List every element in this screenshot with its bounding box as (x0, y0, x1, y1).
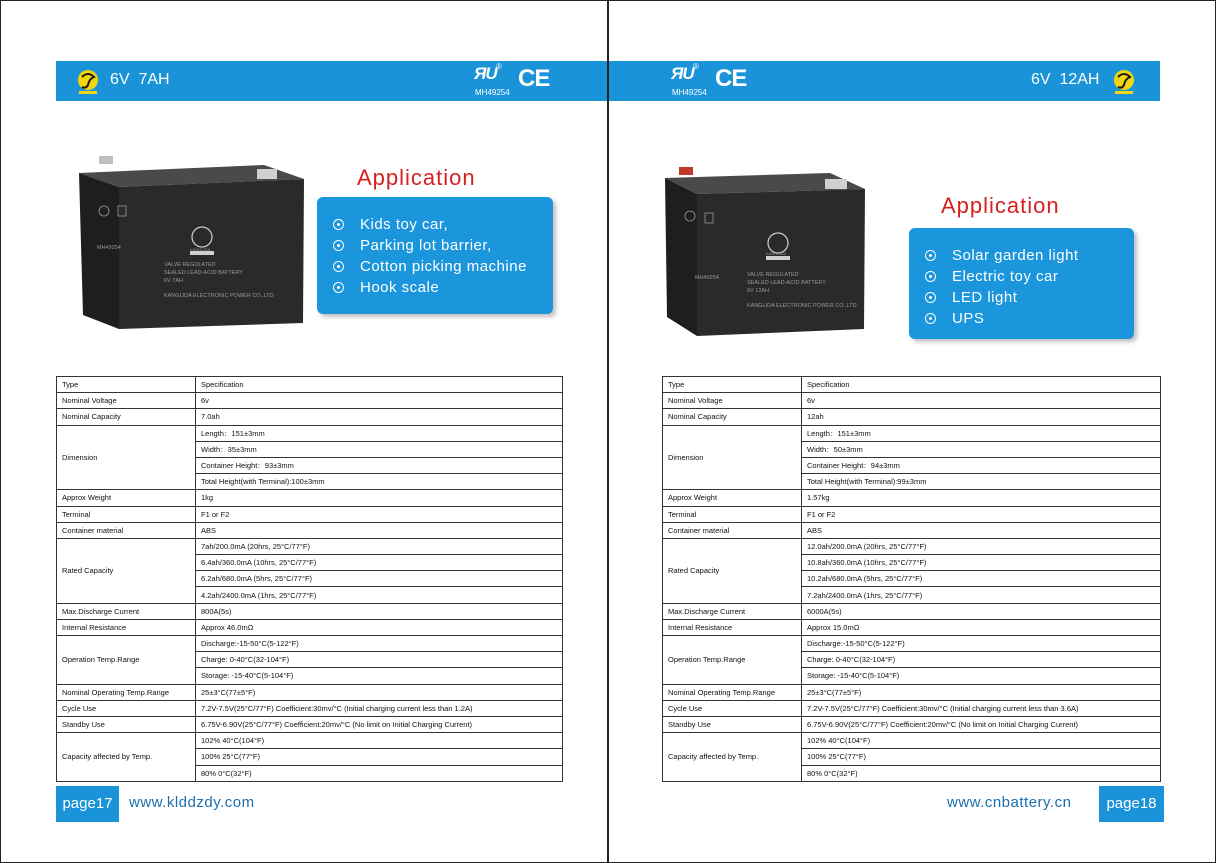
row-value: Storage: -15-40°C(5-104°F) (196, 668, 563, 684)
table-row (663, 619, 1161, 635)
row-value: Total Height(with Terminal):100±3mm (196, 474, 563, 490)
battery-image (79, 151, 307, 331)
header-band (609, 61, 1160, 101)
table-row (57, 490, 563, 506)
row-value: 7.2V-7.5V(25°C/77°F) Coefficient:30mv/°C (Initial charging current less than 3.6A) (802, 700, 1161, 716)
table-row (663, 506, 1161, 522)
row-label: Max.Discharge Current (663, 603, 802, 619)
ce-mark-icon: CE (715, 65, 747, 92)
kanglida-logo-icon (76, 69, 100, 95)
application-item-label: Electric toy car (952, 268, 1059, 285)
ul-mark-icon: ЯU (671, 64, 694, 83)
bullet-icon (333, 219, 344, 230)
row-value: 10.2ah/680.0mA (5hrs, 25°C/77°F) (802, 571, 1161, 587)
page-number: page17 (56, 786, 119, 822)
battery-logo-text: KANGLIDA (766, 251, 787, 256)
row-value: 100% 25°C(77°F) (802, 749, 1161, 765)
registered-mark: ® (496, 62, 502, 71)
row-value: Width：50±3mm (802, 441, 1161, 457)
table-row (57, 636, 563, 652)
website-link[interactable]: www.cnbattery.cn (947, 794, 1072, 811)
bullet-icon (925, 271, 936, 282)
row-value: 1.57kg (802, 490, 1161, 506)
row-value: 6.4ah/360.0mA (10hrs, 25°C/77°F) (196, 555, 563, 571)
table-row (57, 603, 563, 619)
row-label: Nominal Voltage (57, 393, 196, 409)
application-item-label: LED light (952, 289, 1018, 306)
row-label: Internal Resistance (57, 619, 196, 635)
table-row (663, 733, 1161, 749)
table-row (663, 522, 1161, 538)
row-value: Charge: 0-40°C(32-104°F) (196, 652, 563, 668)
table-header-cell: Type (57, 377, 196, 393)
ul-mark-icon: ЯU (474, 64, 497, 83)
ul-file-number: MH49254 (475, 88, 510, 97)
row-label: Internal Resistance (663, 619, 802, 635)
application-item-label: Solar garden light (952, 247, 1079, 264)
application-item-label: Cotton picking machine (360, 258, 527, 275)
bullet-icon (925, 250, 936, 261)
row-value: 6v (802, 393, 1161, 409)
application-item (925, 287, 1134, 308)
row-value: 6v (196, 393, 563, 409)
row-label: Max.Discharge Current (57, 603, 196, 619)
row-value: Charge: 0-40°C(32-104°F) (802, 652, 1161, 668)
row-value: Length：151±3mm (196, 425, 563, 441)
row-value: 1kg (196, 490, 563, 506)
row-value: 7.2V-7.5V(25°C/77°F) Coefficient:30mv/°C (Initial charging current less than 1.2A) (196, 700, 563, 716)
battery-ul-label: MH49254 (695, 275, 719, 281)
battery-label-line3: 6V 7AH (164, 278, 183, 284)
row-label: Standby Use (663, 716, 802, 732)
row-value: Container Height：94±3mm (802, 457, 1161, 473)
application-box (909, 228, 1134, 339)
table-row (57, 393, 563, 409)
row-value: 80% 0°C(32°F) (802, 765, 1161, 781)
application-item (333, 235, 553, 256)
table-row (57, 733, 563, 749)
row-value: 10.8ah/360.0mA (10hrs, 25°C/77°F) (802, 555, 1161, 571)
website-link[interactable]: www.klddzdy.com (129, 794, 255, 811)
row-label: Rated Capacity (663, 538, 802, 603)
application-item (333, 214, 553, 235)
row-value: 7.0ah (196, 409, 563, 425)
table-row (663, 425, 1161, 441)
row-value: Discharge:-15-50°C(5-122°F) (196, 636, 563, 652)
row-value: Approx 46.0mΩ (196, 619, 563, 635)
battery-logo-text: KANGLIDA (190, 247, 211, 252)
table-row (57, 716, 563, 732)
application-item (925, 245, 1134, 266)
row-label: Standby Use (57, 716, 196, 732)
certification-marks (474, 64, 552, 100)
certification-marks (671, 64, 749, 100)
row-value: ABS (196, 522, 563, 538)
table-header-cell: Specification (196, 377, 563, 393)
row-value: 6.2ah/680.0mA (5hrs, 25°C/77°F) (196, 571, 563, 587)
row-label: Container material (57, 522, 196, 538)
battery-image (665, 161, 865, 341)
table-row (57, 409, 563, 425)
row-value: 100% 25°C(77°F) (196, 749, 563, 765)
row-label: Cycle Use (57, 700, 196, 716)
spec-table (662, 376, 1161, 782)
row-value: 25±3°C(77±5°F) (196, 684, 563, 700)
spec-table (56, 376, 563, 782)
row-value: F1 or F2 (802, 506, 1161, 522)
ce-mark-icon: CE (518, 65, 550, 92)
row-value: 25±3°C(77±5°F) (802, 684, 1161, 700)
table-header-row (663, 377, 1161, 393)
row-value: Length：151±3mm (802, 425, 1161, 441)
table-header-row (57, 377, 563, 393)
row-label: Nominal Operating Temp.Range (663, 684, 802, 700)
row-value: 7ah/200.0mA (20hrs, 25°C/77°F) (196, 538, 563, 554)
row-label: Capacity affected by Temp. (663, 733, 802, 782)
row-value: Storage: -15-40°C(5-104°F) (802, 668, 1161, 684)
table-row (663, 490, 1161, 506)
row-value: ABS (802, 522, 1161, 538)
row-label: Approx Weight (663, 490, 802, 506)
application-item-label: UPS (952, 310, 985, 327)
row-label: Operation Temp.Range (57, 636, 196, 685)
row-value: 80% 0°C(32°F) (196, 765, 563, 781)
row-label: Rated Capacity (57, 538, 196, 603)
bullet-icon (925, 313, 936, 324)
row-label: Operation Temp.Range (663, 636, 802, 685)
application-title: Application (357, 165, 476, 190)
battery-label-line3: 6V 12AH (747, 288, 770, 294)
page-number: page18 (1099, 786, 1164, 822)
catalog-page-right (608, 0, 1216, 863)
row-value: 102% 40°C(104°F) (196, 733, 563, 749)
table-row (57, 538, 563, 554)
table-row (663, 393, 1161, 409)
table-row (57, 684, 563, 700)
battery-label-line4: KANGLIDA ELECTRONIC POWER CO.,LTD (747, 303, 857, 309)
row-label: Nominal Operating Temp.Range (57, 684, 196, 700)
application-item (925, 266, 1134, 287)
row-value: 800A(5s) (196, 603, 563, 619)
row-value: 102% 40°C(104°F) (802, 733, 1161, 749)
row-label: Nominal Capacity (663, 409, 802, 425)
bullet-icon (333, 282, 344, 293)
row-value: 12ah (802, 409, 1161, 425)
table-row (663, 684, 1161, 700)
table-row (663, 603, 1161, 619)
row-value: 12.0ah/200.0mA (20hrs, 25°C/77°F) (802, 538, 1161, 554)
application-title: Application (941, 193, 1060, 218)
row-value: 4.2ah/2400.0mA (1hrs, 25°C/77°F) (196, 587, 563, 603)
row-label: Dimension (57, 425, 196, 490)
row-value: 6.75V-6.90V(25°C/77°F) Coefficient:20mv/°C (No limit on Initial Charging Current) (802, 716, 1161, 732)
battery-label-line2: SEALED LEAD-ACID BATTERY (164, 270, 243, 276)
table-row (663, 700, 1161, 716)
ul-file-number: MH49254 (672, 88, 707, 97)
row-label: Terminal (663, 506, 802, 522)
catalog-page-left (0, 0, 608, 863)
row-value: Width：35±3mm (196, 441, 563, 457)
battery-ul-label: MH49254 (97, 245, 121, 251)
row-value: Approx 15.0mΩ (802, 619, 1161, 635)
table-header-cell: Specification (802, 377, 1161, 393)
registered-mark: ® (693, 62, 699, 71)
row-value: 7.2ah/2400.0mA (1hrs, 25°C/77°F) (802, 587, 1161, 603)
row-value: Total Height(with Terminal):99±3mm (802, 474, 1161, 490)
application-item-label: Parking lot barrier, (360, 237, 492, 254)
row-value: Container Height：93±3mm (196, 457, 563, 473)
row-label: Nominal Voltage (663, 393, 802, 409)
row-label: Dimension (663, 425, 802, 490)
table-row (663, 538, 1161, 554)
row-label: Capacity affected by Temp. (57, 733, 196, 782)
table-row (663, 409, 1161, 425)
row-label: Approx Weight (57, 490, 196, 506)
row-value: Discharge:-15-50°C(5-122°F) (802, 636, 1161, 652)
row-label: Cycle Use (663, 700, 802, 716)
table-row (57, 700, 563, 716)
table-row (57, 425, 563, 441)
application-item (333, 256, 553, 277)
bullet-icon (925, 292, 936, 303)
row-value: 6.75V-6.90V(25°C/77°F) Coefficient:20mv/°C (No limit on Initial Charging Current) (196, 716, 563, 732)
table-row (663, 716, 1161, 732)
battery-label-line1: VALVE REGULATED (164, 262, 216, 268)
application-box (317, 197, 553, 314)
row-label: Terminal (57, 506, 196, 522)
table-row (663, 636, 1161, 652)
battery-label-line4: KANGLIDA ELECTRONIC POWER CO.,LTD (164, 293, 274, 299)
row-label: Container material (663, 522, 802, 538)
kanglida-logo-icon (1112, 69, 1136, 95)
application-item (333, 277, 553, 298)
bullet-icon (333, 261, 344, 272)
application-item-label: Hook scale (360, 279, 440, 296)
model-label: 6V 12AH (1031, 71, 1100, 88)
table-row (57, 619, 563, 635)
application-item-label: Kids toy car, (360, 216, 449, 233)
row-value: 6000A(5s) (802, 603, 1161, 619)
battery-label-line1: VALVE REGULATED (747, 272, 799, 278)
application-item (925, 308, 1134, 329)
model-label: 6V 7AH (110, 71, 170, 88)
header-band (56, 61, 607, 101)
battery-label-line2: SEALED LEAD-ACID BATTERY (747, 280, 826, 286)
bullet-icon (333, 240, 344, 251)
table-row (57, 506, 563, 522)
row-label: Nominal Capacity (57, 409, 196, 425)
row-value: F1 or F2 (196, 506, 563, 522)
table-header-cell: Type (663, 377, 802, 393)
table-row (57, 522, 563, 538)
